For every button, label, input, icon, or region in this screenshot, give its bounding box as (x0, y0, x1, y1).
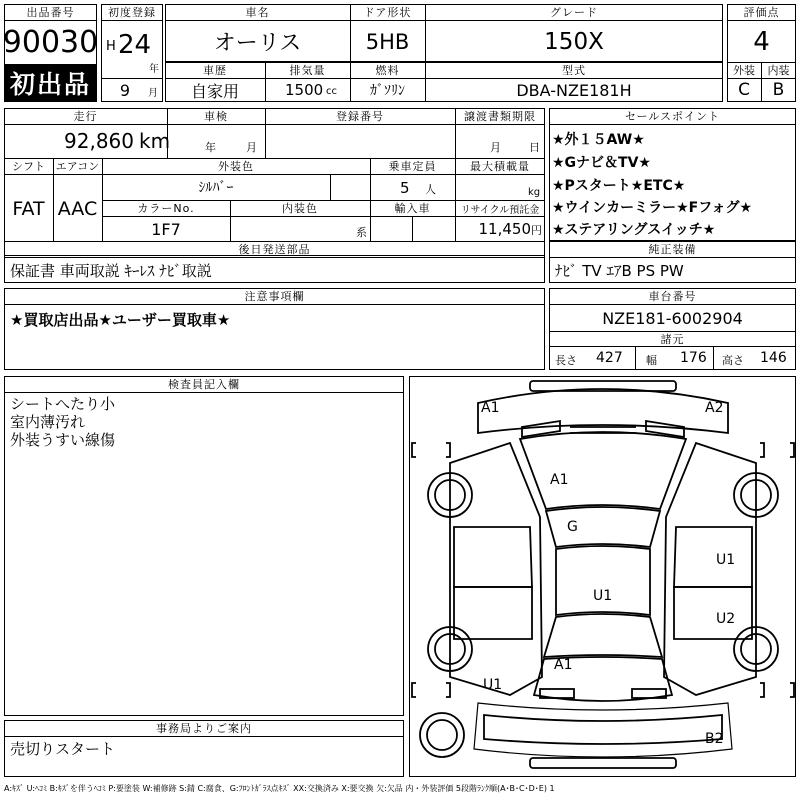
fuel: ｶﾞｿﾘﾝ (370, 83, 405, 99)
door-type: 5HB (365, 29, 410, 54)
score-label: 評価点 (743, 6, 780, 19)
reg-no-label: 登録番号 (336, 110, 384, 123)
length-label: 長さ (555, 354, 577, 367)
first-reg-year: 24 (118, 30, 152, 60)
caution-text: ★買取店出品★ユーザー買取車★ (10, 310, 231, 329)
sales-point-5: ★ステアリングスイッチ★ (552, 222, 716, 238)
color-label: 外装色 (218, 160, 254, 173)
capacity-label: 乗車定員 (388, 160, 437, 173)
genuine-equipment-label: 純正装備 (648, 243, 697, 256)
history: 自家用 (190, 81, 239, 101)
insp-year-unit: 年 (205, 141, 216, 154)
sales-point-1: ★外１５AW★ (552, 132, 645, 148)
mark-b2-rear-right: B2 (705, 731, 724, 747)
fuel-label: 燃料 (375, 64, 400, 77)
mileage-unit: km (139, 129, 171, 153)
displacement-unit: cc (326, 85, 337, 97)
insp-month-unit: 月 (246, 141, 257, 154)
first-reg-label: 初度登録 (108, 6, 156, 19)
later-parts-label: 後日発送部品 (238, 243, 311, 256)
length: 427 (596, 350, 623, 366)
history-label: 車歴 (203, 64, 227, 77)
model-label: 型式 (562, 64, 586, 77)
width: 176 (680, 350, 707, 366)
recycle-unit: 円 (531, 224, 542, 237)
first-reg-month: 9 (119, 80, 131, 100)
width-label: 幅 (646, 354, 657, 367)
height-label: 高さ (722, 354, 744, 367)
transfer-day-unit: 日 (529, 141, 540, 154)
lot-no: 90030 (2, 24, 99, 60)
era: H (106, 38, 116, 54)
genuine-equipment: ﾅﾋﾞ TV ｴｱB PS PW (555, 261, 684, 280)
lot-no-label: 出品番号 (26, 6, 75, 19)
mark-a1-front-left: A1 (481, 400, 500, 416)
mark-u2-right-rear: U2 (716, 611, 736, 627)
door-label: ドア形状 (363, 6, 412, 19)
damage-diagram (409, 376, 796, 777)
interior-color-label: 内装色 (282, 202, 318, 215)
ac-label: エアコン (55, 160, 100, 173)
interior-grade: B (772, 80, 785, 100)
legend: A:ｷｽﾞ U:ﾍｺﾐ B:ｷｽﾞを伴うﾍｺﾐ P:要塗装 W:補修跡 S:錆 C:腐食、G:ﾌﾛﾝﾄｶﾞﾗｽ点ｷｽﾞ XX:交換済み X:要交換 欠:欠品 内・外装評価 5段階ﾗﾝｸ順(A･B･C･D･E) 1 (4, 783, 555, 793)
color-no-label: カラーNo. (137, 202, 195, 215)
model: DBA-NZE181H (516, 80, 632, 100)
transfer-month-unit: 月 (490, 141, 501, 154)
mileage-label: 走行 (73, 110, 98, 123)
displacement: 1500 (285, 81, 324, 99)
dims-label: 諸元 (660, 332, 685, 346)
inspection-label: 車検 (204, 110, 228, 123)
height: 146 (760, 350, 787, 366)
mark-u1-left-rear: U1 (483, 677, 503, 693)
year-unit: 年 (149, 63, 159, 75)
sales-points-label: セールスポイント (624, 110, 720, 123)
first-listing-badge: 初出品 (5, 65, 96, 101)
inspector-label: 検査員記入欄 (168, 378, 240, 391)
sales-point-2: ★Gナビ＆TV★ (552, 155, 651, 171)
sales-point-4: ★ウインカーミラー★Fフォグ★ (552, 200, 753, 216)
car-name: オーリス (213, 31, 302, 56)
later-parts: 保証書 車両取説 ｷｰﾚｽ ﾅﾋﾞ取説 (10, 261, 212, 280)
sales-point-3: ★Pスタート★ETC★ (552, 178, 686, 194)
exterior-grade: C (738, 80, 750, 100)
chassis-label: 車台番号 (648, 290, 697, 303)
grade: 150X (544, 28, 604, 55)
interior-label: 内装 (767, 64, 790, 77)
mileage: 92,860 (64, 129, 134, 153)
ac: AAC (57, 197, 98, 220)
displacement-label: 排気量 (289, 64, 326, 77)
mark-a1-rear: A1 (554, 657, 573, 673)
capacity-unit: 人 (425, 183, 436, 196)
capacity: 5 (400, 179, 410, 197)
chassis-number: NZE181-6002904 (602, 308, 743, 328)
shift-label: シフト (12, 160, 45, 173)
mark-g-windshield: G (567, 519, 578, 535)
car-outline-svg (410, 377, 795, 776)
recycle-fee: 11,450 (478, 220, 531, 238)
transfer-label: 譲渡書類期限 (464, 110, 536, 123)
caution-label: 注意事項欄 (244, 290, 305, 303)
body-color: ｼﾙﾊﾞｰ (198, 180, 234, 196)
inspector-line-1: シートへたり小 (10, 395, 116, 413)
car-name-label: 車名 (245, 6, 270, 19)
score: 4 (753, 26, 770, 57)
grade-label: グレード (550, 6, 598, 19)
load-label: 最大積載量 (470, 160, 530, 173)
inspector-line-2: 室内薄汚れ (10, 413, 86, 431)
interior-color-unit: 系 (356, 226, 367, 239)
office-label: 事務局よりご案内 (156, 722, 252, 735)
inspector-line-3: 外装うすい線傷 (10, 431, 116, 449)
recycle-label: リサイクル預託金 (460, 204, 540, 216)
office-text: 売切りスタート (10, 739, 116, 758)
color-no: 1F7 (151, 219, 181, 239)
mark-u1-roof: U1 (593, 588, 613, 604)
month-unit: 月 (148, 87, 158, 99)
mark-a1-hood: A1 (550, 472, 569, 488)
mark-u1-right-front: U1 (716, 552, 736, 568)
exterior-label: 外装 (733, 64, 755, 77)
shift: FAT (12, 197, 45, 220)
mark-a2-front-right: A2 (705, 400, 724, 416)
load-unit: kg (528, 186, 541, 198)
import-label: 輸入車 (394, 202, 431, 215)
